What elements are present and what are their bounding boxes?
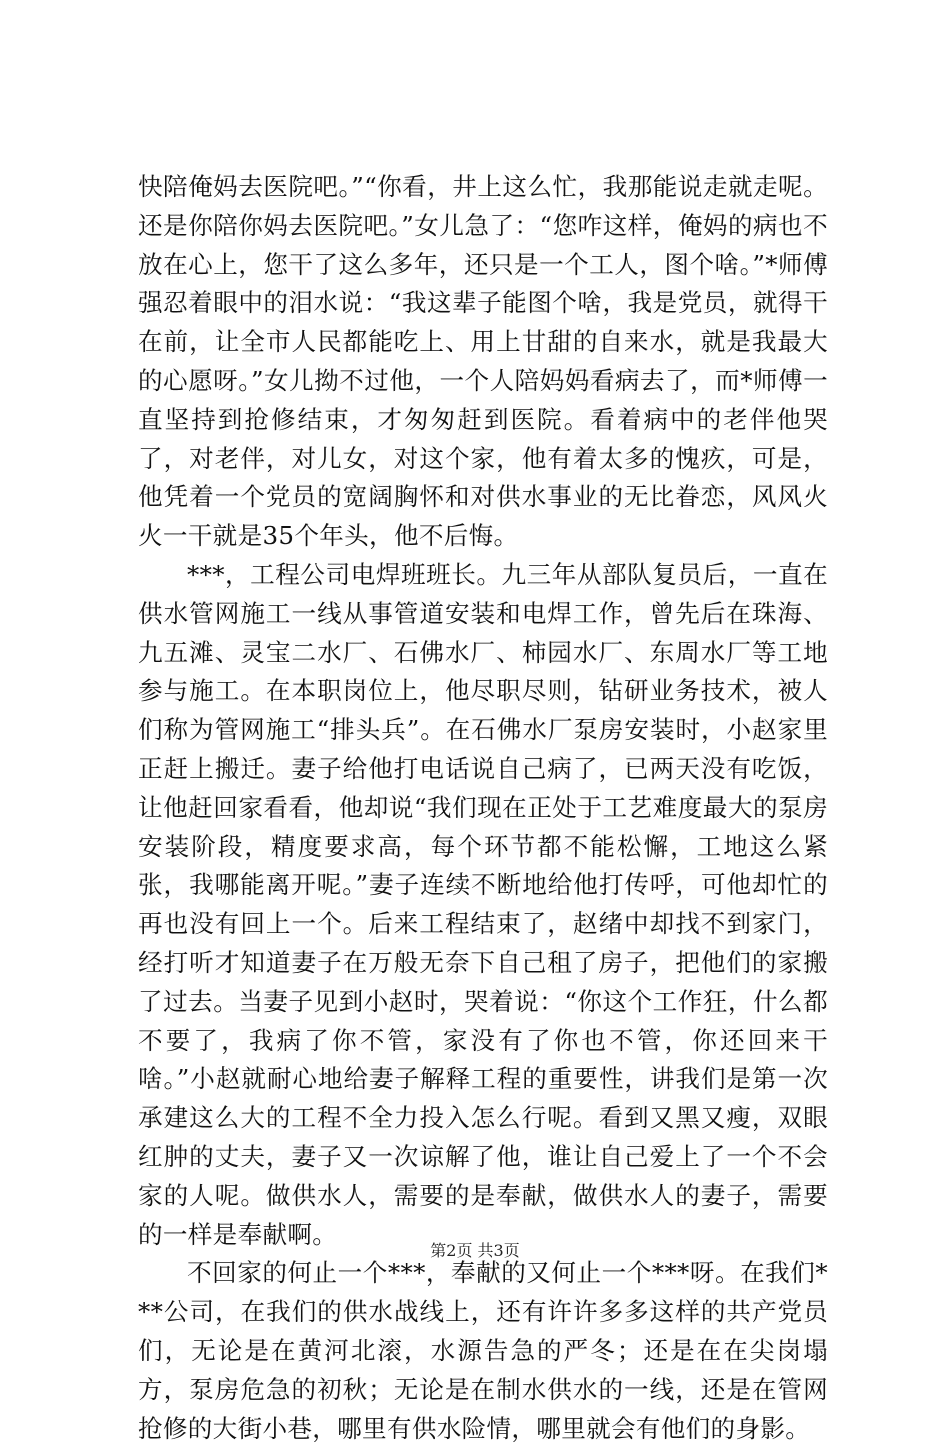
paragraph-continued: 快陪俺妈去医院吧。”“你看，井上这么忙，我那能说走就走呢。还是你陪你妈去医院吧。”女儿急了：“您咋这样，俺妈的病也不放在心上，您干了这么多年，还只是一个工人，图个啥。”*师傅强忍着眼中的泪水说：“我这辈子能图个啥，我是党员，就得干在前，让全市人民都能吃上、用上甘甜的自来水，就是我最大的心愿呀。”女儿拗不过他，一个人陪妈妈看病去了，而*师傅一直坚持到抢修结束，才匆匆赶到医院。看着病中的老伴他哭了，对老伴，对儿女，对这个家，他有着太多的愧疚，可是，他凭着一个党员的宽阔胸怀和对供水事业的无比眷恋，风风火火一干就是35个年头，他不后悔。	[138, 172, 828, 551]
paragraph-welder-story: ***，工程公司电焊班班长。九三年从部队复员后，一直在供水管网施工一线从事管道安装和电焊工作，曾先后在珠海、九五滩、灵宝二水厂、石佛水厂、柿园水厂、东周水厂等工地参与施工。在本职岗位上，他尽职尽则，钻研业务技术，被人们称为管网施工“排头兵”。在石佛水厂泵房安装时，小赵家里正赶上搬迁。妻子给他打电话说自己病了，已两天没有吃饭，让他赶回家看看，他却说“我们现在正处于工艺难度最大的泵房安装阶段，精度要求高，每个环节都不能松懈，工地这么紧张，我哪能离开呢。”妻子连续不断地给他打传呼，可他却忙的再也没有回上一个。后来工程结束了，赵绪中却找不到家门，经打听才知道妻子在万般无奈下自己租了房子，把他们的家搬了过去。当妻子见到小赵时，哭着说：“你这个工作狂，什么都不要了，我病了你不管，家没有了你也不管，你还回来干啥。”小赵就耐心地给妻子解释工程的重要性，讲我们是第一次承建这么大的工程不全力投入怎么行呢。看到又黑又瘦，双眼红肿的丈夫，妻子又一次谅解了他，谁让自己爱上了一个不会家的人呢。做供水人，需要的是奉献，做供水人的妻子，需要的一样是奉献啊。	[138, 559, 828, 1249]
page-number-footer: 第2页 共3页	[430, 1241, 520, 1260]
paragraph-closing: 不回家的何止一个***，奉献的又何止一个***呀。在我们***公司，在我们的供水战线上，还有许许多多这样的共产党员们，无论是在黄河北滚，水源告急的严冬；还是在在尖岗塌方，泵房危急的初秋；无论是在制水供水的一线，还是在管网抢修的大街小巷，哪里有供水险情，哪里就会有他们的身影。	[138, 1258, 828, 1443]
